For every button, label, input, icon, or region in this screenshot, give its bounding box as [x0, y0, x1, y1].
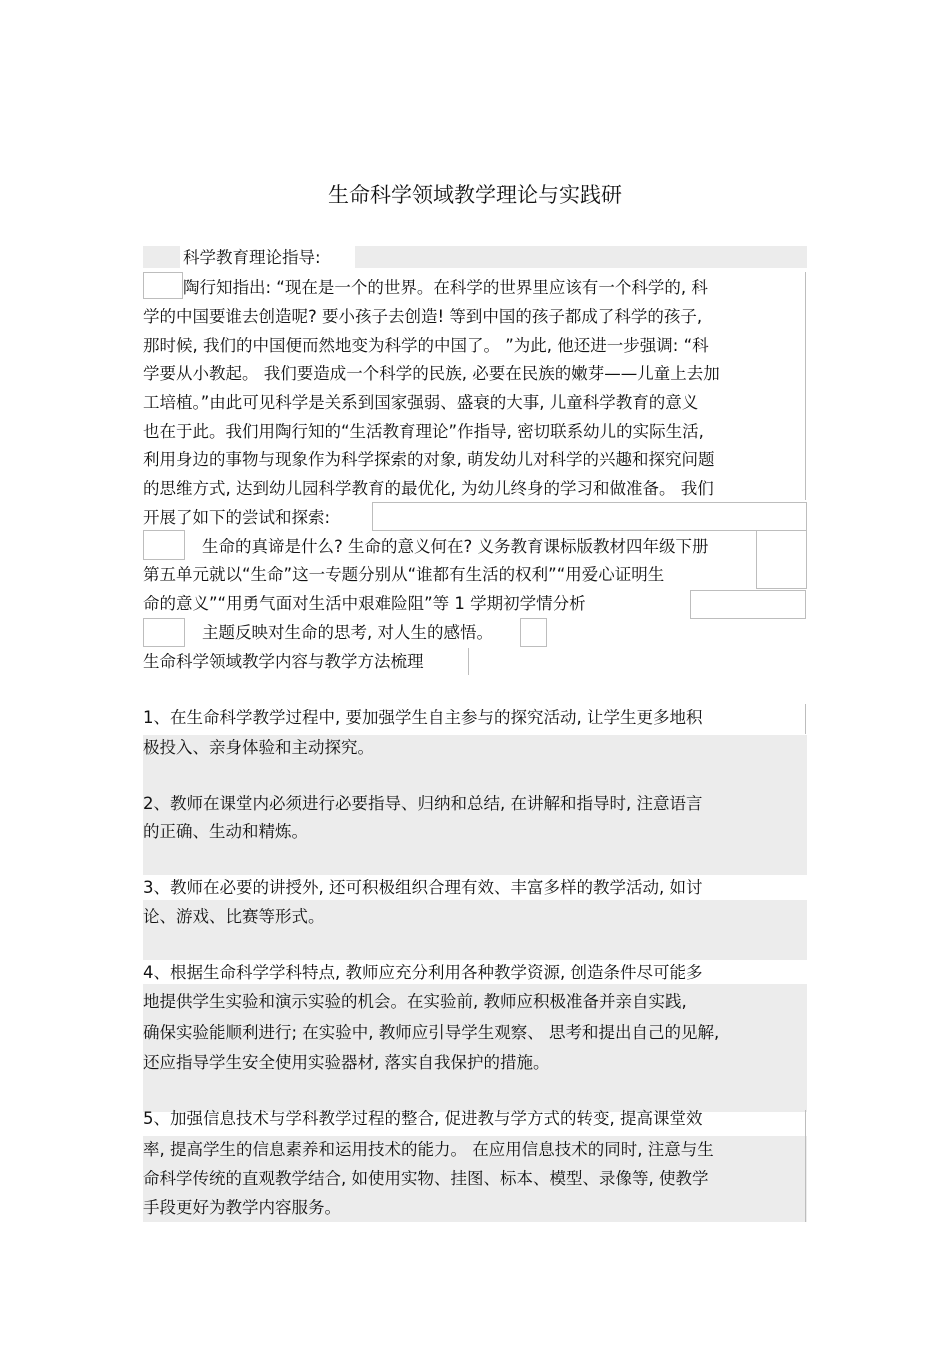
list-item-line: 命科学传统的直观教学结合, 如使用实物、挂图、标本、模型、录像等, 使教学 — [143, 1169, 709, 1188]
section-heading: 科学教育理论指导: — [183, 248, 321, 267]
table-cell — [143, 618, 185, 647]
list-item-line: 手段更好为教学内容服务。 — [143, 1198, 341, 1217]
list-item-line: 2、教师在课堂内必须进行必要指导、归纳和总结, 在讲解和指导时, 注意语言 — [143, 794, 703, 813]
list-item-line: 确保实验能顺利进行; 在实验中, 教师应引导学生观察、 思考和提出自己的见解, — [143, 1023, 720, 1042]
paragraph-line: 生命的真谛是什么? 生命的意义何在? 义务教育课标版教材四年级下册 — [202, 537, 709, 556]
list-item-line: 1、在生命科学教学过程中, 要加强学生自主参与的探究活动, 让学生更多地积 — [143, 708, 703, 727]
document-title: 生命科学领域教学理论与实践研 — [328, 183, 622, 207]
paragraph-line: 学要从小教起。 我们要造成一个科学的民族, 必要在民族的嫩芽——儿童上去加 — [143, 364, 720, 383]
paragraph-line: 陶行知指出: “现在是一个的世界。在科学的世界里应该有一个科学的, 科 — [183, 278, 708, 297]
paragraph-line: 工培植。”由此可见科学是关系到国家强弱、盛衰的大事, 儿童科学教育的意义 — [143, 393, 699, 412]
list-item-line: 3、教师在必要的讲授外, 还可积极组织合理有效、丰富多样的教学活动, 如讨 — [143, 878, 703, 897]
paragraph-line: 那时候, 我们的中国便而然地变为科学的中国了。 ”为此, 他还进一步强调: “科 — [143, 336, 709, 355]
table-rule — [805, 704, 806, 734]
list-item-line: 的正确、生动和精炼。 — [143, 822, 308, 841]
list-item-line: 率, 提高学生的信息素养和运用技术的能力。 在应用信息技术的同时, 注意与生 — [143, 1140, 714, 1159]
table-cell — [372, 502, 807, 531]
table-rule — [805, 272, 806, 500]
paragraph-line: 的思维方式, 达到幼儿园科学教育的最优化, 为幼儿终身的学习和做准备。 我们 — [143, 479, 714, 498]
table-rule — [468, 648, 469, 675]
list-item-line: 极投入、亲身体验和主动探究。 — [143, 738, 374, 757]
paragraph-line: 开展了如下的尝试和探索: — [143, 508, 331, 527]
list-item-line: 还应指导学生安全使用实验器材, 落实自我保护的措施。 — [143, 1053, 550, 1072]
paragraph-line: 学的中国要谁去创造呢? 要小孩子去创造! 等到中国的孩子都成了科学的孩子, — [143, 307, 703, 326]
table-cell — [143, 530, 185, 560]
table-cell — [756, 530, 807, 589]
paragraph-line: 利用身边的事物与现象作为科学探索的对象, 萌发幼儿对科学的兴趣和探究问题 — [143, 450, 715, 469]
table-cell — [143, 272, 183, 299]
paragraph-line: 主题反映对生命的思考, 对人生的感悟。 — [202, 623, 493, 642]
table-rule — [805, 1110, 806, 1222]
paragraph-line: 也在于此。我们用陶行知的“生活教育理论”作指导, 密切联系幼儿的实际生活, — [143, 422, 704, 441]
list-item-line: 4、根据生命科学学科特点, 教师应充分利用各种教学资源, 创造条件尽可能多 — [143, 963, 703, 982]
paragraph-line: 第五单元就以“生命”这一专题分别从“谁都有生活的权利”“用爱心证明生 — [143, 565, 665, 584]
list-item-line: 论、游戏、比赛等形式。 — [143, 907, 325, 926]
list-item-line: 5、加强信息技术与学科教学过程的整合, 促进教与学方式的转变, 提高课堂效 — [143, 1109, 703, 1128]
table-cell — [690, 590, 806, 619]
list-item-line: 地提供学生实验和演示实验的机会。在实验前, 教师应积极准备并亲自实践, — [143, 992, 687, 1011]
section-heading: 生命科学领域教学内容与教学方法梳理 — [143, 652, 424, 671]
paragraph-line: 命的意义”“用勇气面对生活中艰难险阻”等 1 学期初学情分析 — [143, 594, 586, 613]
table-cell — [520, 618, 547, 647]
